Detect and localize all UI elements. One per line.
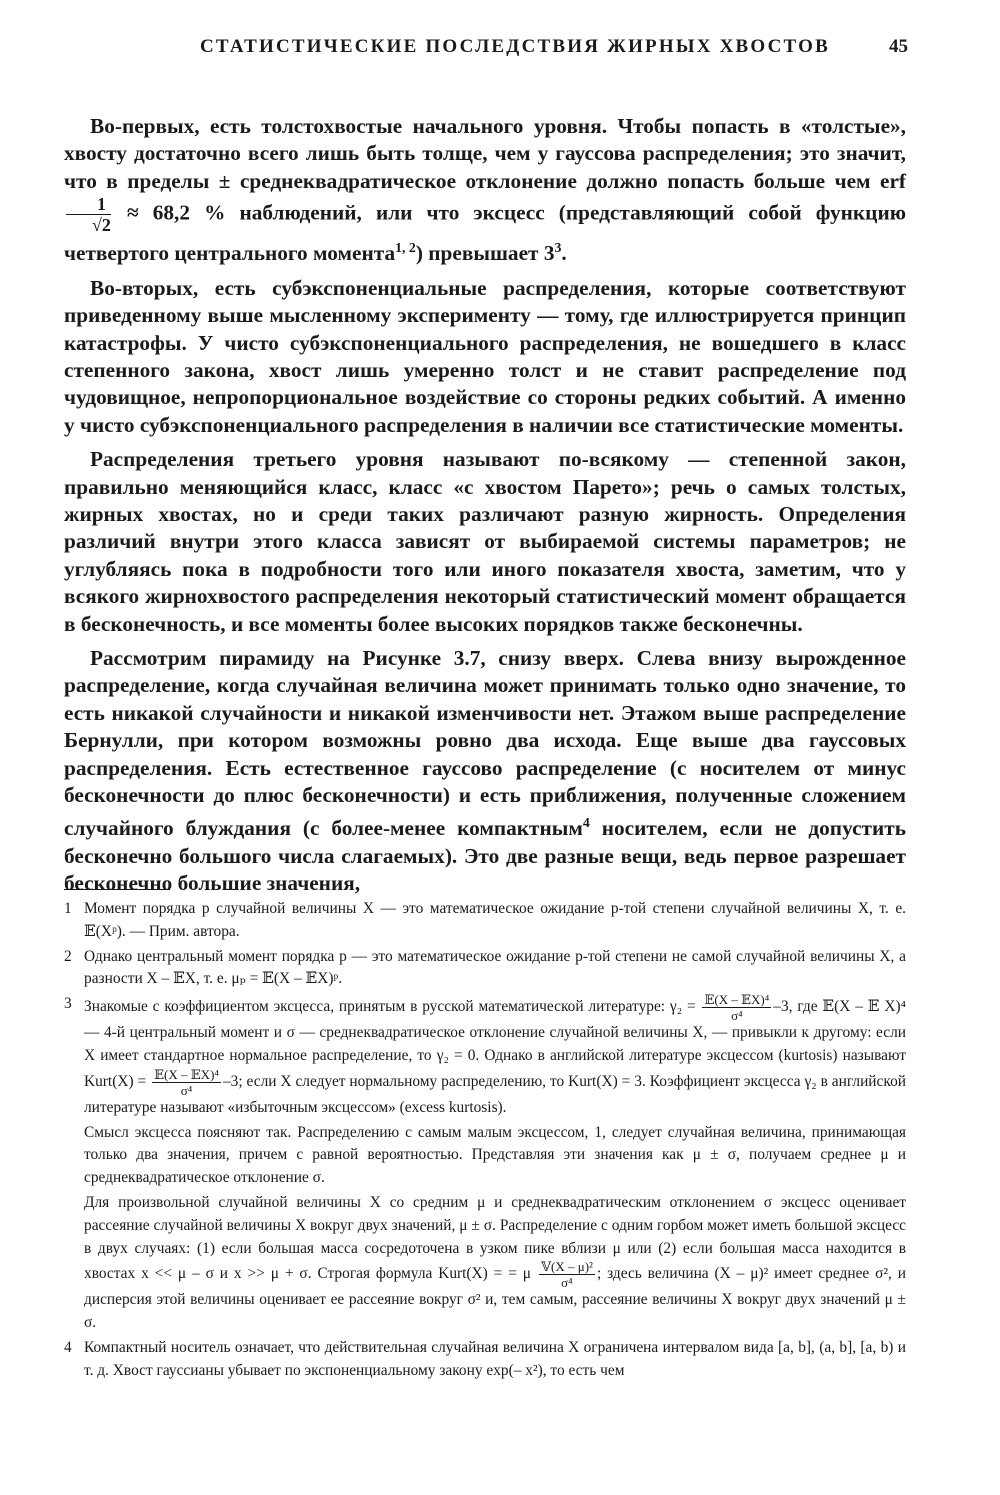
p1-text-end: .: [561, 241, 567, 266]
footnote-3-continuation-1: Смысл эксцесса поясняют так. Распределению с самым малым эксцессом, 1, следует случайная величина, принимающая только два значения, причем с равной вероятностью. Представляя эти значения как μ ± σ, получаем среднее μ и среднеквадратическое отклонение σ.: [84, 1123, 906, 1187]
fn3-cont-text-1: Для произвольной случайной величины X со средним μ и среднеквадратическим отклонением σ эксцесс оценивает рассеяние случайной величины X вокруг двух значений, μ ± σ. Распределение с одним горбом может иметь большой эксцесс в двух случаях: (1) если большая масса сосредоточена в узком пике вблизи μ или (2) если большая масса находится в хвостах x << μ – σ и x >> μ + σ. Строгая формула Kurt(X) = = μ: [84, 1193, 906, 1283]
fraction-numerator: 𝔼(X – 𝔼X)⁴: [704, 992, 770, 1008]
footnote-number: 4: [64, 1338, 72, 1356]
footnote-ref-3[interactable]: 3: [554, 240, 562, 256]
footnote-divider: [64, 889, 170, 890]
fraction-numerator: 1: [66, 195, 111, 215]
fraction-numerator: 𝔼(X – 𝔼X)⁴: [154, 1066, 219, 1082]
p1-text-start: Во-первых, есть толстохвостые начального уровня. Чтобы попасть в «толстые», хвосту достаточно всего лишь быть толще, чем у гауссова распределения; это значит, что в пределы ± среднеквадратическое отклонение должно попасть больше чем erf: [64, 114, 906, 193]
footnote-ref-1-2[interactable]: 1, 2: [395, 240, 416, 256]
footnote-1: [64, 898, 906, 944]
footnote-3: [64, 993, 906, 1119]
footnote-text: Момент порядка p случайной величины X — это математическое ожидание p-той степени случайной величины X, т. е. 𝔼(Xᵖ). — Прим. автора.: [84, 900, 906, 940]
footnote-number: 1: [64, 900, 72, 917]
fraction-denominator: σ⁴: [180, 1082, 193, 1098]
paragraph-4: [64, 645, 906, 898]
paragraph-1: [64, 113, 906, 268]
main-text: [64, 113, 906, 905]
page-number: 45: [889, 36, 908, 57]
footnotes: [64, 898, 906, 1385]
fn3-text-2: –3, где 𝔼(X – 𝔼 X)⁴ — 4-й центральный момент и σ — среднеквадратическое отклонение случайной величины X, — привыкли к другому: если X имеет стандартное нормальное распределение, то γ₂ = 0. Однако в английской литературе эксцессом (kurtosis) называют Kurt(X) =: [84, 998, 906, 1090]
footnote-4: [64, 1337, 906, 1383]
p1-text-middle: ≈ 68,2 % наблюдений, или что эксцесс (представляющий собой функцию четвертого центрального момента: [64, 200, 906, 266]
p4-text-start: Рассмотрим пирамиду на Рисунке 3.7, снизу вверх. Слева внизу вырожденное распределение, когда случайная величина может принимать только одно значение, то есть никакой случайности и никакой изменчивости нет. Этажом выше распределение Бернулли, при котором возможны ровно два исхода. Еще выше два гауссовых распределения. Есть естественное гауссово распределение (с носителем от минус бесконечности до плюс бесконечности) и есть приближения, полученные сложением случайного блуждания (с более-менее компактным: [64, 646, 906, 841]
fraction-denominator: σ⁴: [731, 1008, 743, 1024]
paragraph-2: Во-вторых, есть субэкспоненциальные распределения, которые соответствуют приведенному выше мысленному эксперименту — тому, где иллюстрируется принцип катастрофы. У чисто субэкспоненциального распределения, не вошедшего в класс степенного закона, хвост лишь умеренно толст и не ставит распределение под чудовищное, непропорциональное воздействие со стороны редких событий. А именно у чисто субэкспоненциального распределения в наличии все статистические моменты.: [64, 275, 906, 437]
variance-fraction: [539, 1260, 595, 1289]
fn3-text-1: Знакомые с коэффициентом эксцесса, принятым в русской математической литературе: γ₂ =: [84, 998, 696, 1016]
paragraph-3: Распределения третьего уровня называют по-всякому — степенной закон, правильно меняющийся класс, класс «с хвостом Парето»; речь о самых толстых, жирных хвостах, но и среди таких различают разную жирность. Определения различий внутри этого класса зависят от выбираемой системы параметров; не углубляясь пока в подробности того или иного показателя хвоста, заметим, что у всякого жирнохвостого распределения некоторый статистический момент обращается в бесконечность, и все моменты более высоких порядков также бесконечны.: [64, 447, 906, 636]
footnote-number: 3: [64, 995, 72, 1013]
kurtosis-fraction-2: [152, 1068, 221, 1097]
footnote-number: 2: [64, 947, 72, 965]
footnote-text: [84, 993, 906, 1119]
footnote-text: Компактный носитель означает, что действительная случайная величина X ограничена интервалом вида [a, b], (a, b], [a, b) и т. д. Хвост гауссианы убывает по экспоненциальному закону exp(– x²), то есть чем: [84, 1338, 906, 1379]
fraction-denominator: √2: [92, 215, 111, 236]
fn3-text-3: –3; если X следует нормальному распределению, то Kurt(X) = 3. Коэффициент эксцесса γ₂ в английской литературе называют «избыточным эксцессом» (excess kurtosis).: [84, 1072, 906, 1116]
running-title: СТАТИСТИЧЕСКИЕ ПОСЛЕДСТВИЯ ЖИРНЫХ ХВОСТОВ: [200, 36, 830, 57]
fraction-1-over-sqrt2: [66, 195, 111, 234]
p4-text-end: носителем, если не допустить бесконечно большого числа слагаемых). Это две разные вещи, ведь первое разрешает бесконечно большие значения,: [64, 816, 906, 896]
page-header: [0, 36, 1000, 66]
fraction-denominator: σ⁴: [561, 1275, 573, 1291]
footnote-3-continuation-2: [64, 1192, 906, 1335]
kurtosis-fraction-1: [702, 993, 771, 1022]
footnote-2: [64, 946, 906, 992]
footnote-ref-4[interactable]: 4: [582, 815, 590, 831]
p1-text-after: ) превышает 3: [415, 241, 555, 266]
fn3-cont-text-2: ; здесь величина (X – μ)² имеет среднее σ², и дисперсия этой величины оценивает ее рассеяние вокруг σ² и, тем самым, рассеяние величины X вокруг двух значений μ ± σ.: [84, 1265, 906, 1332]
fraction-numerator: 𝕍(X – μ)²: [540, 1259, 593, 1275]
footnote-text: Однако центральный момент порядка p — это математическое ожидание p-той степени не самой случайной величины X, а разности X – 𝔼X, т. е. μₚ = 𝔼(X – 𝔼X)ᵖ.: [84, 947, 906, 988]
